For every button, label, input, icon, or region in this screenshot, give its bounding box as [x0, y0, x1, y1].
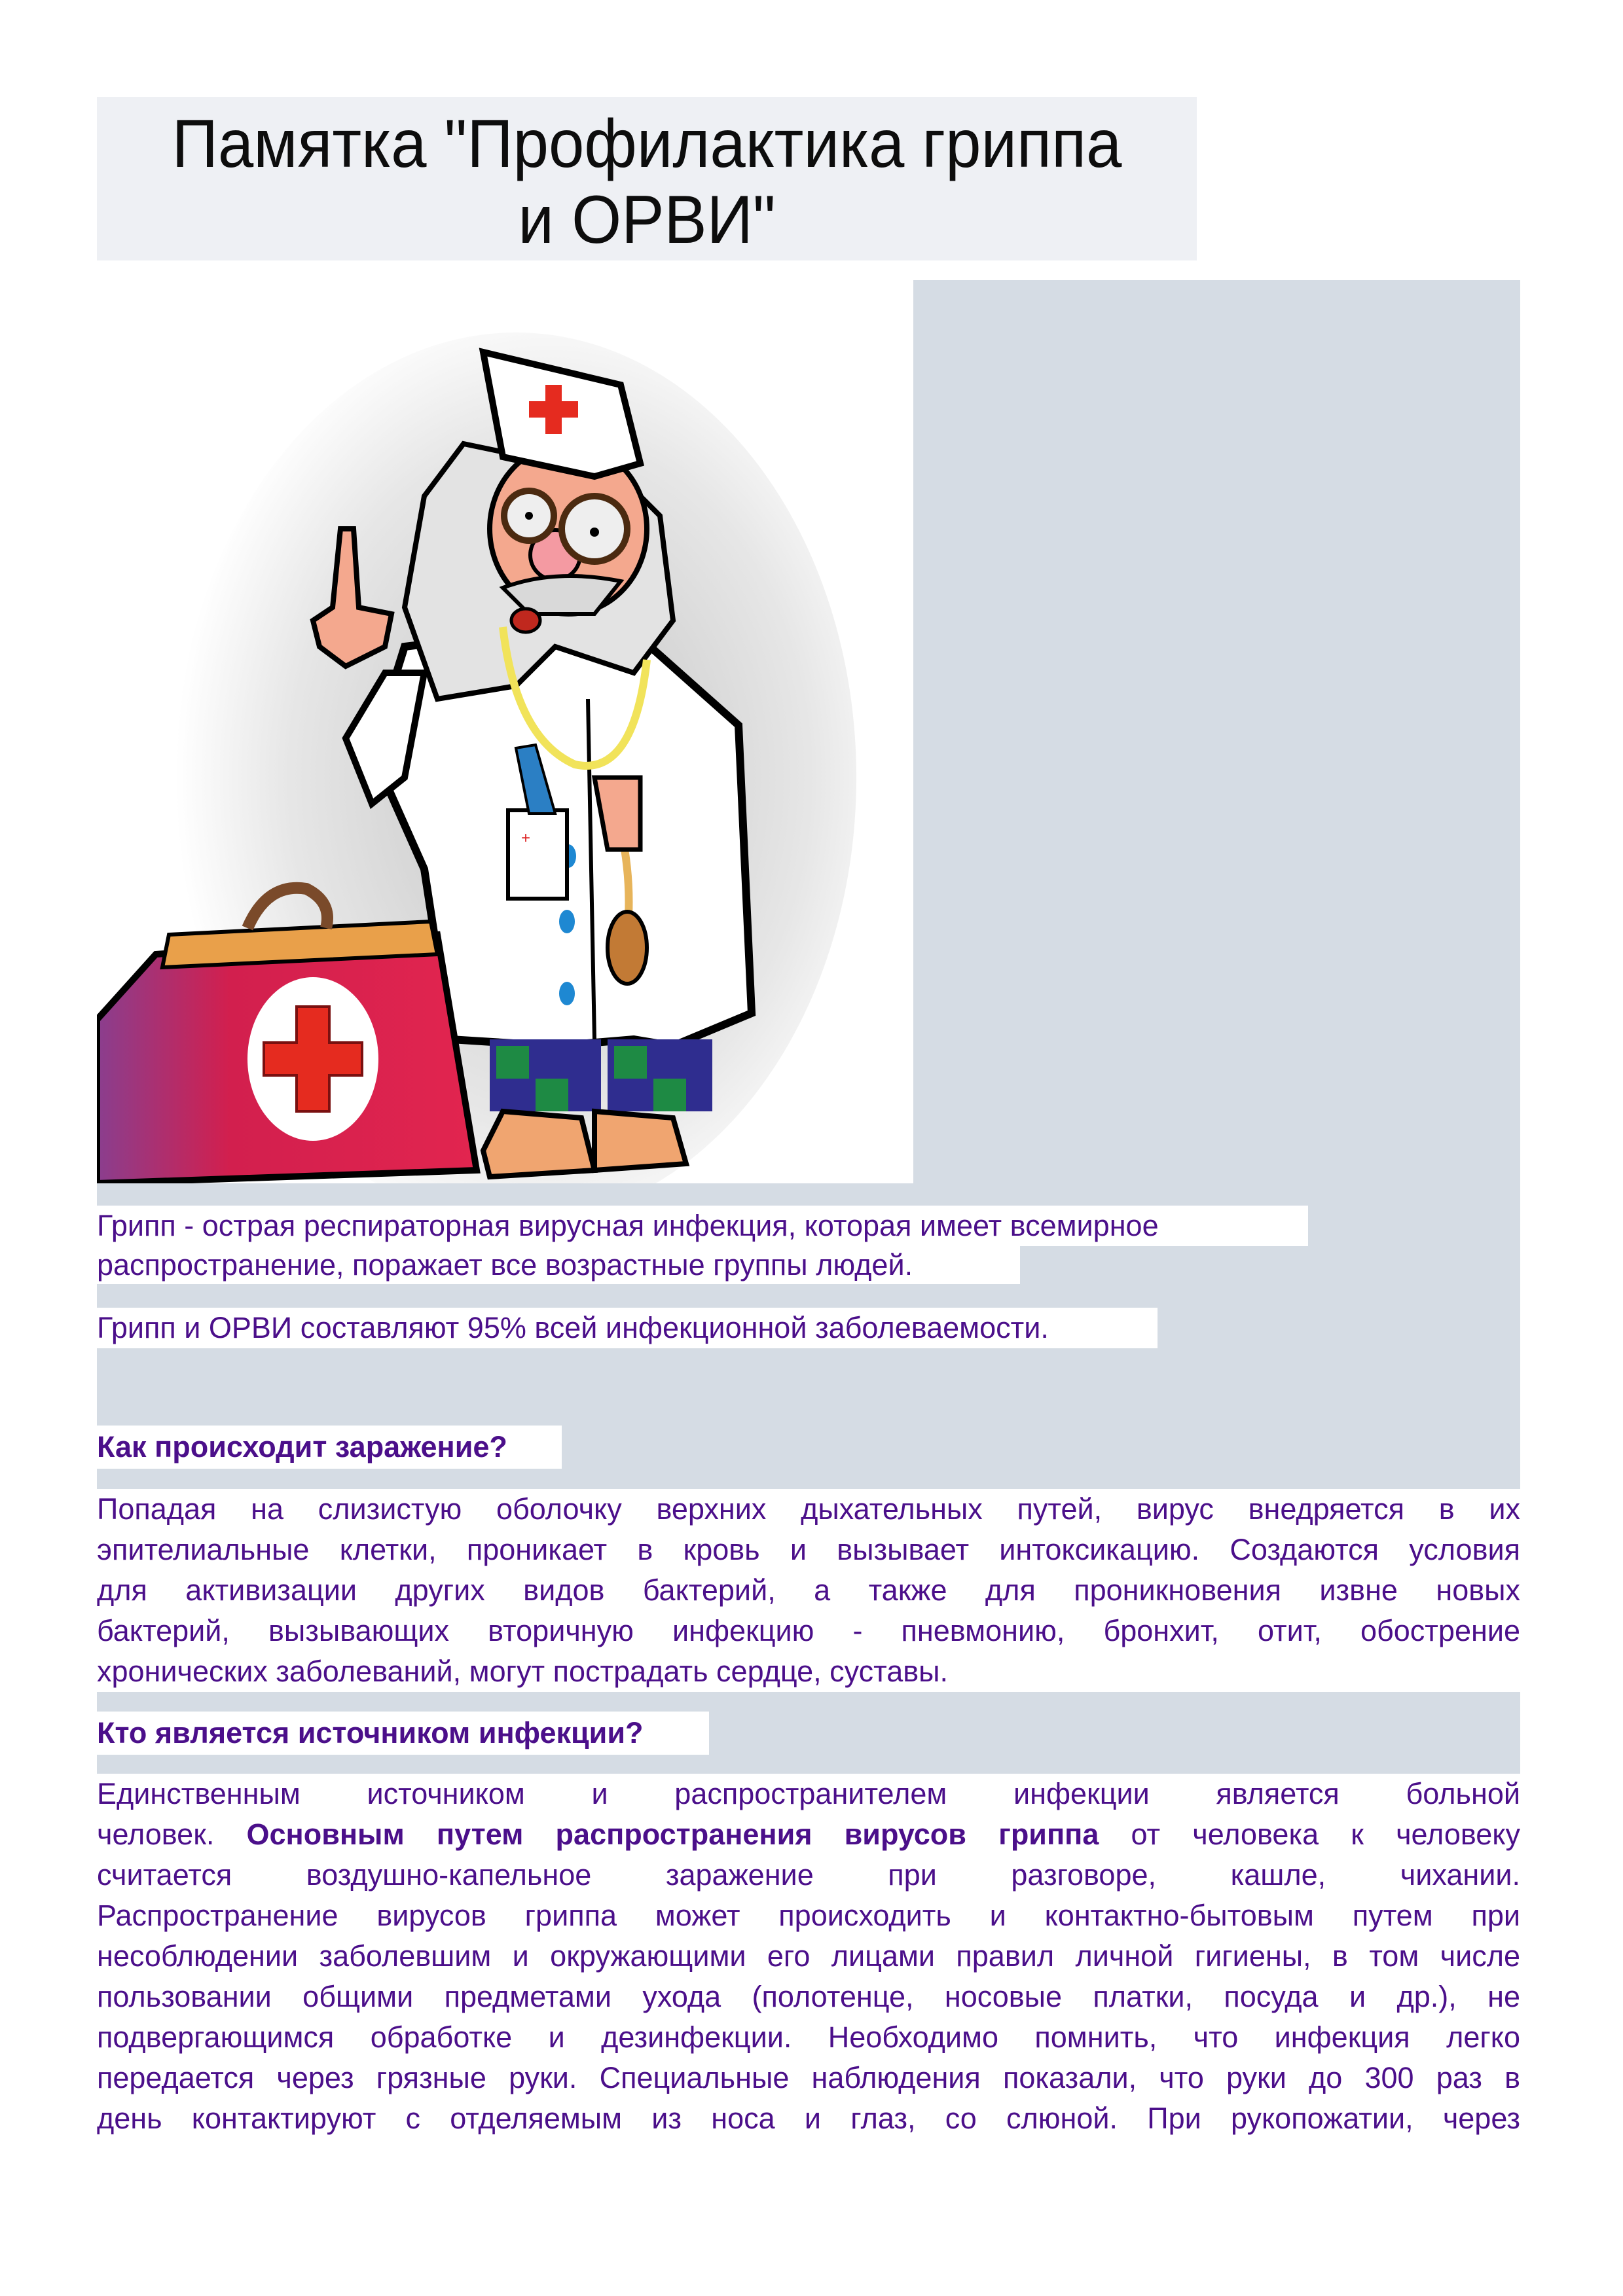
section2-line: передается через грязные руки. Специальные наблюдения показали, что руки до 300 раз в [97, 2061, 1520, 2094]
section2-line: день контактируют с отделяемым из носа и глаз, со слюной. При рукопожатии, через [97, 2102, 1520, 2135]
section1-line: эпителиальные клетки, проникает в кровь и вызывает интоксикацию. Создаются условия [97, 1533, 1520, 1566]
section2-line-2 [97, 1814, 1520, 1855]
title-box [97, 97, 1197, 260]
page-title [130, 106, 1163, 258]
svg-text:+: + [521, 829, 531, 847]
text-run: человек. [97, 1818, 215, 1851]
emphasis-text: Основным путем распространения вирусов гриппа [246, 1818, 1099, 1851]
section2-line: несоблюдении заболевшим и окружающими его лицами правил личной гигиены, в том числе [97, 1939, 1520, 1973]
intro-paragraph-1-line-2: распространение, поражает все возрастные группы людей. [97, 1248, 913, 1282]
section2-line: пользовании общими предметами ухода (полотенце, носовые платки, посуда и др.), не [97, 1980, 1520, 2013]
section2-line: Распространение вирусов гриппа может происходить и контактно-бытовым путем при [97, 1899, 1520, 1932]
section-heading-infection: Как происходит заражение? [97, 1430, 507, 1463]
section-heading-source: Кто является источником инфекции? [97, 1716, 644, 1749]
section2-line: считается воздушно-капельное заражение при разговоре, кашле, чихании. [97, 1858, 1520, 1892]
section1-line: бактерий, вызывающих вторичную инфекцию - пневмонию, бронхит, отит, обострение [97, 1614, 1520, 1647]
section2-line-1: Единственным источником и распространителем инфекции является больной [97, 1777, 1520, 1810]
title-line-2: и ОРВИ" [518, 182, 776, 258]
intro-paragraph-2: Грипп и ОРВИ составляют 95% всей инфекционной заболеваемости. [97, 1311, 1049, 1344]
section2-line: подвергающимся обработке и дезинфекции. Необходимо помнить, что инфекция легко [97, 2020, 1520, 2054]
title-line-1: Памятка "Профилактика гриппа [172, 106, 1122, 182]
text-run: от человека к человеку [1131, 1818, 1520, 1851]
section1-line: хронических заболеваний, могут пострадать сердце, суставы. [97, 1655, 949, 1688]
section1-line: Попадая на слизистую оболочку верхних дыхательных путей, вирус внедряется в их [97, 1492, 1520, 1526]
doctor-illustration [97, 280, 913, 1183]
intro-paragraph-1-line-1: Грипп - острая респираторная вирусная инфекция, которая имеет всемирное [97, 1209, 1159, 1242]
section1-line: для активизации других видов бактерий, а также для проникновения извне новых [97, 1573, 1520, 1607]
